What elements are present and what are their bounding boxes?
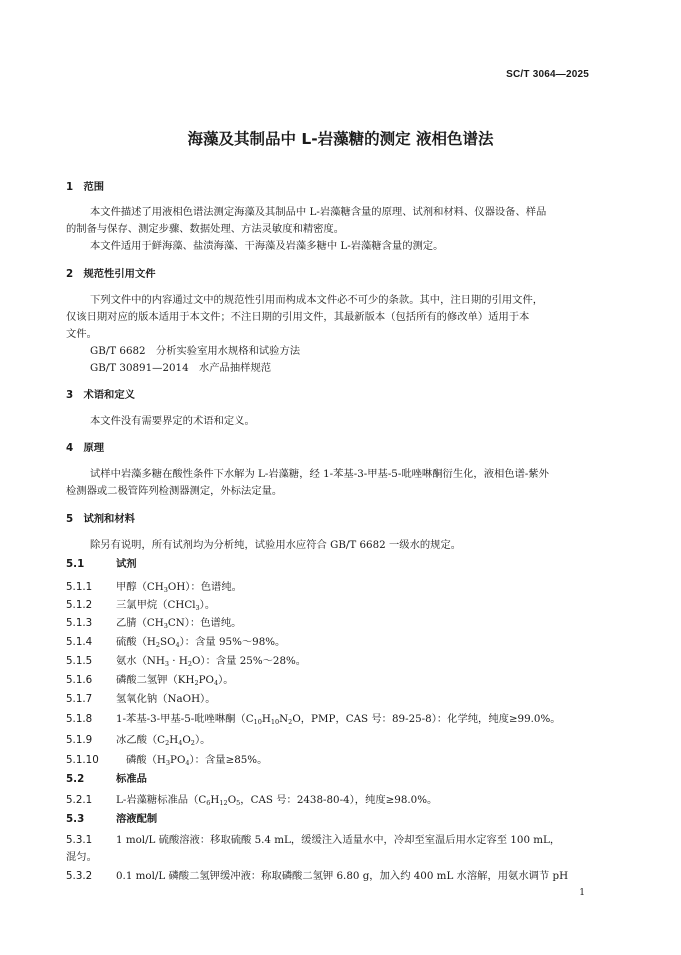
reagent-item [66,654,306,668]
subsection-5-3-heading [66,812,157,826]
item-number: 5.2.1 [66,794,93,806]
section-1-paragraph: 本文件描述了用液相色谱法测定海藻及其制品中 L-岩藻糖含量的原理、试剂和材料、仪器设备、样品 [90,206,547,218]
subscript: 4 [185,759,190,767]
item-number: 5.1.4 [66,636,93,648]
reagent-item [66,580,242,594]
subscript: 12 [219,799,228,807]
reference-item: GB/T 30891—2014 水产品抽样规范 [90,362,272,374]
item-text: 0.1 mol/L 磷酸二氢钾缓冲液：称取磷酸二氢钾 6.80 g，加入约 400 mL 水溶解，用氨水调节 pH [116,870,569,882]
document-title: 海藻及其制品中 L-岩藻糖的测定 液相色谱法 [187,130,494,148]
item-text: ）：含量≥85%。 [189,754,268,766]
section-1-heading: 1 范围 [66,181,105,193]
subscript: 2 [194,679,199,687]
item-text: O）：含量 25%～28%。 [191,655,307,667]
item-text: 磷酸二氢钾（KH [116,674,195,686]
item-text: 冰乙酸（C [116,734,166,746]
item-number: 5.1.6 [66,674,93,686]
item-text: O，PMP，CAS 号：89-25-8）：化学纯，纯度≥99.0%。 [292,713,561,725]
item-text: O [182,734,191,746]
item-text: 甲醇（CH [116,581,164,593]
item-text: ）。 [218,674,234,686]
item-text: SO [160,636,176,648]
reagent-item [66,598,215,612]
item-text: L-岩藻糖标准品（C [116,794,207,806]
reagent-item [66,616,241,630]
subscript: 5 [236,799,241,807]
item-text: ：色谱纯。 [189,617,242,629]
subscript: 3 [165,759,171,767]
solution-item [66,869,568,883]
item-number: 5.1.8 [66,713,93,725]
item-text: · H [169,655,188,667]
subsection-5-1-heading [66,557,137,571]
item-text: 氨水（NH [116,655,165,667]
subsection-number: 5.1 [66,558,85,570]
subsection-number: 5.2 [66,773,85,785]
item-text: H [169,734,179,746]
section-4-paragraph: 试样中岩藻多糖在酸性条件下水解为 L-岩藻糖，经 1-苯基-3-甲基-5-吡唑啉酮衍生化，液相色谱-紫外 [90,468,549,480]
standard-code: SC/T 3064—2025 [506,69,589,80]
item-number: 5.3.2 [66,870,93,882]
item-number: 5.1.1 [66,581,93,593]
subscript: 2 [165,739,170,747]
section-3-paragraph: 本文件没有需要界定的术语和定义。 [90,415,255,427]
item-number: 5.1.2 [66,599,93,611]
reference-item: GB/T 6682 分析实验室用水规格和试验方法 [90,345,301,357]
subscript: 3 [195,604,200,612]
subscript: 2 [155,641,161,649]
section-1-paragraph: 本文件适用于鲜海藻、盐渍海藻、干海藻及岩藻多糖中 L-岩藻糖含量的测定。 [90,240,444,252]
reagent-item [66,692,216,706]
subscript: 3 [164,660,170,668]
reagent-item [66,673,234,687]
subscript: 6 [206,799,211,807]
item-text: ） [199,599,205,611]
item-text: 硫酸（H [116,636,156,648]
item-text: 1 mol/L 硫酸溶液：移取硫酸 5.4 mL，缓缓注入适量水中，冷却至室温后用水定容至 100 mL， [116,834,561,846]
item-text: N [279,713,289,725]
item-text: 氢氧化钠（NaOH）。 [116,693,216,705]
solution-item-continuation: 混匀。 [66,851,97,863]
item-text: PO [198,674,214,686]
item-text: 三氯甲烷（CHCl [116,599,196,611]
subscript: 2 [187,660,192,668]
subsection-number: 5.3 [66,813,85,825]
item-number: 5.1.5 [66,655,93,667]
subsection-title: 标准品 [116,773,147,785]
subscript: 3 [163,622,168,630]
section-2-paragraph: 下列文件中的内容通过文中的规范性引用而构成本文件必不可少的条款。其中，注日期的引用文件， [90,294,544,306]
section-2-paragraph: 仅该日期对应的版本适用于本文件；不注日期的引用文件，其最新版本（包括所有的修改单）适用于本 [66,311,530,323]
subscript: 4 [175,641,180,649]
item-number: 5.1.3 [66,617,93,629]
item-text: OH） [167,581,191,593]
subsection-title: 溶液配制 [116,813,158,825]
item-text: ：色谱纯。 [190,581,242,593]
section-4-heading: 4 原理 [66,442,105,454]
item-number: 5.3.1 [66,834,93,846]
subscript: 2 [288,718,293,726]
reagent-item [66,712,561,726]
item-text: H [261,713,271,725]
item-text: 1-苯基-3-甲基-5-吡唑啉酮（C [116,713,254,725]
section-1-paragraph: 的制备与保存、测定步骤、数据处理、方法灵敏度和精密度。 [66,223,345,235]
item-number: 5.1.7 [66,693,93,705]
subscript: 2 [190,739,195,747]
subscript: 10 [270,718,280,726]
subsection-5-2-heading [66,772,147,786]
item-text: ，CAS 号：2438-80-4），纯度≥98.0%。 [240,794,438,806]
subscript: 3 [163,586,168,594]
page-number: 1 [579,888,585,898]
section-2-paragraph: 文件。 [66,328,97,340]
section-3-heading: 3 术语和定义 [66,389,135,401]
subscript: 4 [213,679,219,687]
section-4-paragraph: 检测器或二极管阵列检测器测定，外标法定量。 [66,485,283,497]
item-number: 5.1.9 [66,734,93,746]
item-text: 。 [204,599,216,611]
item-text: O [227,794,237,806]
subscript: 10 [253,718,262,726]
item-text: PO [170,754,186,766]
item-text: ）：含量 95%～98%。 [179,636,286,648]
section-5-paragraph: 除另有说明，所有试剂均为分析纯，试验用水应符合 GB/T 6682 一级水的规定。 [90,539,462,551]
item-text: CN） [167,617,190,629]
subsection-title: 试剂 [116,558,137,570]
reagent-item [66,733,210,747]
standard-item [66,793,437,807]
item-text: ）。 [194,734,211,746]
item-number: 5.1.10 [66,754,99,766]
item-text: 磷酸（H [126,754,166,766]
solution-item [66,833,560,847]
section-2-heading: 2 规范性引用文件 [66,268,156,280]
subscript: 4 [178,739,183,747]
reagent-item [66,753,267,767]
item-text: 乙腈（CH [116,617,164,629]
section-5-heading: 5 试剂和材料 [66,513,135,525]
item-text: H [210,794,220,806]
reagent-item [66,635,285,649]
